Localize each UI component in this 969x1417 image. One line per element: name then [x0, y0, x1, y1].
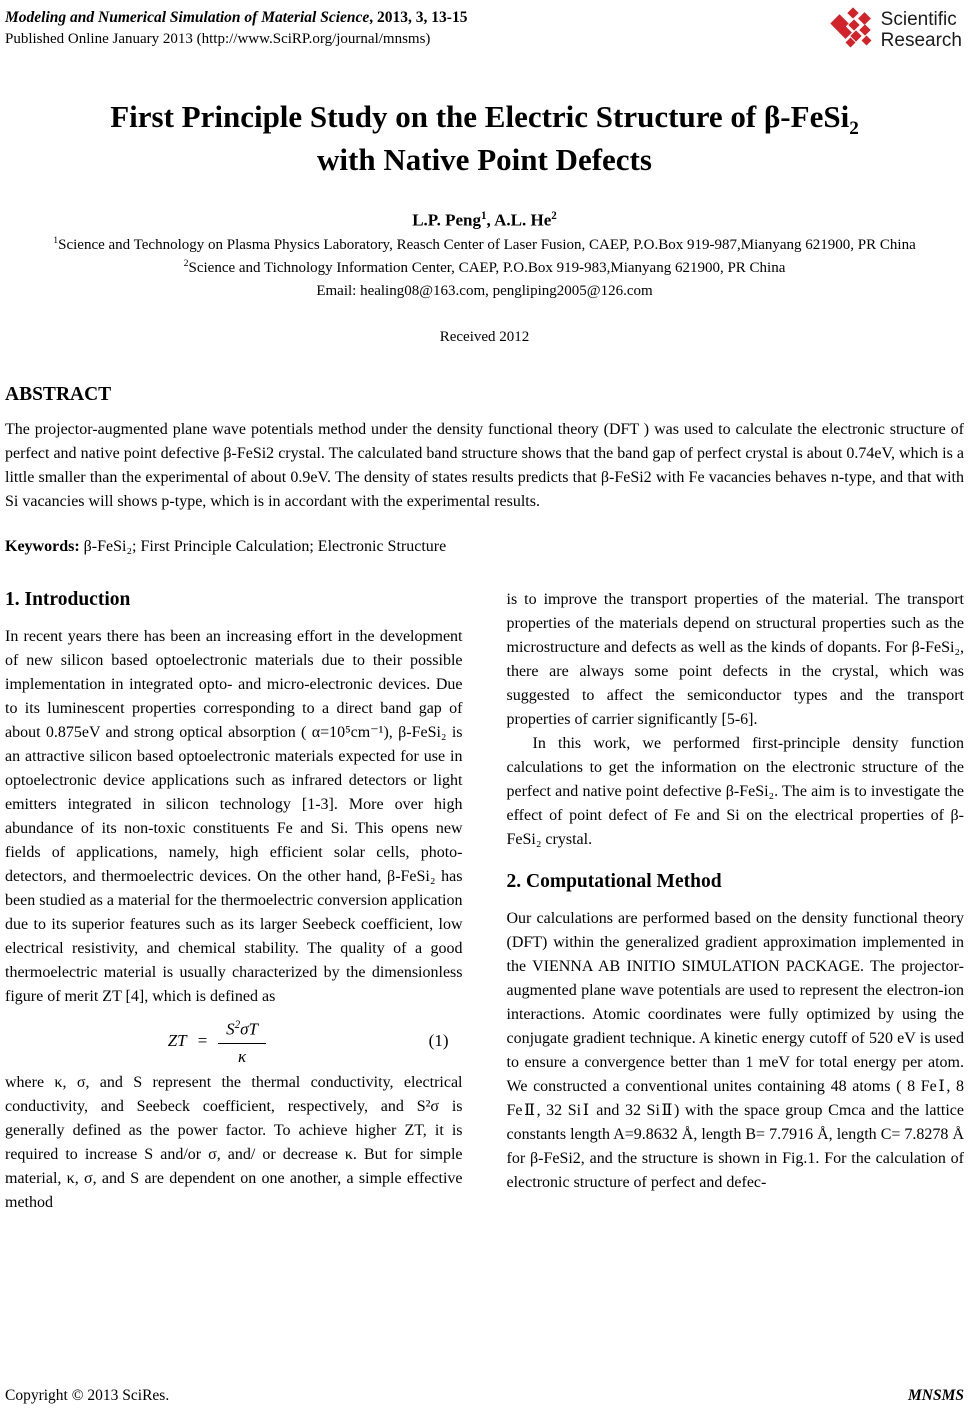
- diamond-icon: [861, 36, 871, 46]
- affiliation-1: $^1$Science and Technology on Plasma Physics Laboratory, Reasch Center of Laser Fusion, CAEP, P.O.Box 919-987,Mianyang 621900, PR China: [53, 235, 916, 254]
- email-line: Email: healing08@163.com, pengliping2005@126.com: [316, 283, 653, 300]
- keywords-line: [5, 538, 964, 556]
- journal-issue: , 2013, 3, 13-15: [369, 9, 468, 26]
- keywords-label: Keywords:: [5, 537, 80, 555]
- diamond-icon: [848, 19, 859, 30]
- page-header: [5, 8, 964, 52]
- numerator-exponent: 2: [234, 1019, 241, 1032]
- section-2-heading: 2. Computational Method: [506, 870, 722, 892]
- author-2: A.L. He: [494, 210, 552, 230]
- paper-title: [5, 96, 964, 182]
- equals-sign: =: [196, 1030, 209, 1050]
- author-2-affmark: 2: [551, 209, 557, 222]
- diamond-icon: [859, 24, 870, 35]
- continued-paragraph: is to improve the transport properties of the material. The transport properties of the materials depend on structural properties such as the microstructure and defects as well as the kinds of dopants. For β-FeSi₂, there are always some point defects in the crystal, which was suggested to affect the semiconductor types and the transport properties of carrier significantly [5-6].: [506, 590, 964, 728]
- diamond-icon: [847, 7, 858, 18]
- equation-number: (1): [428, 1030, 449, 1050]
- authors-line: L.P. Peng$^1$, A.L. He$^2$: [412, 209, 557, 230]
- scientific-research-diamonds-icon: [828, 8, 876, 52]
- author-1: L.P. Peng: [412, 210, 482, 230]
- title-line2: with Native Point Defects: [317, 141, 652, 177]
- intro-paragraph-2: where κ, σ, and S represent the thermal conductivity, electrical conductivity, and Seebeck coefficient, respectively, and S²σ is generally defined as the power factor. To achieve higher ZT, it is required to increase S and/or σ, and/ or decrease κ. But for simple material, κ, σ, and S are dependent on one another, a simple effective method: [5, 1073, 463, 1211]
- published-line: Published Online January 2013 (http://www.SciRP.org/journal/mnsms): [5, 30, 431, 47]
- abstract-text: The projector-augmented plane wave potentials method under the density functional theory (DFT ) was used to calculate the electronic structure of perfect and native point defective β-FeSi2 crystal. The calculated band structure shows that the band gap of perfect crystal is about 0.74eV, which is a little smaller than the experimental of about 0.9eV. The density of states results predicts that β-FeSi2 with Fe vacancies behaves n-type, and that with Si vacancies will shows p-type, which is in accordant with the experimental results.: [5, 420, 964, 510]
- page-footer: [5, 1387, 964, 1405]
- logo-text-line1: Scientific: [880, 9, 957, 30]
- fraction-denominator: κ: [237, 1046, 247, 1066]
- diamond-icon: [858, 12, 871, 25]
- affiliations: [5, 234, 964, 303]
- keywords-text: β-FeSi₂; First Principle Calculation; Electronic Structure: [79, 537, 447, 555]
- received-date: Received 2012: [439, 328, 530, 345]
- section-1-heading: 1. Introduction: [5, 588, 131, 610]
- equation-1: [5, 1013, 463, 1069]
- two-column-body: [5, 588, 964, 1215]
- intro-paragraph-1: In recent years there has been an increasing effort in the development of new silicon based optoelectronic materials due to their possible implementation in integrated opto- and micro-electronic devices. Due to its luminescent properties corresponding to a direct band gap of about 0.875eV and strong optical absorption ( α=10⁵cm⁻¹), β-FeSi₂ is an attractive silicon based optoelectronic materials expected for use in optoelectronic device applications such as infrared detectors or light emitters integrated in silicon technology [1-3]. More over high abundance of its non-toxic constituents Fe and Si. This opens new fields of applications, namely, high efficient solar cells, photo-detectors, and thermoelectric devices. On the other hand, β-FeSi₂ has been studied as a material for the thermoelectric conversion application due to its superior features such as its larger Seebeck coefficient, low electrical resistivity, and chemical stability. The quality of a good thermoelectric material is usually characterized by the dimensionless figure of merit ZT [4], which is defined as: [5, 628, 463, 1006]
- abstract-heading: ABSTRACT: [5, 383, 112, 405]
- journal-abbreviation: MNSMS: [908, 1387, 964, 1404]
- equation-fraction: [218, 1013, 266, 1069]
- title-line1: First Principle Study on the Electric Structure of β-FeSi$_2$: [110, 99, 859, 140]
- logo-text-line2: Research: [880, 29, 962, 51]
- author-1-affmark: 1: [481, 209, 487, 222]
- right-column: [507, 588, 965, 1215]
- journal-name: Modeling and Numerical Simulation of Material Science: [5, 9, 370, 26]
- fraction-numerator: $S^2\sigma T$: [218, 1013, 266, 1044]
- publisher-logo-text: [881, 10, 962, 51]
- equation-lhs: ZT: [167, 1030, 187, 1050]
- in-this-work-paragraph: In this work, we performed first-principle density function calculations to get the information on the electronic structure of the perfect and native point defective β-FeSi₂. The aim is to investigate the effect of point defect of Fe and Si on the electrical properties of β-FeSi₂ crystal.: [506, 734, 964, 848]
- left-column: [5, 588, 463, 1215]
- journal-info: [5, 8, 467, 49]
- journal-citation: [5, 8, 467, 29]
- method-paragraph-1: Our calculations are performed based on the density functional theory (DFT) within the generalized gradient approximation implemented in the VIENNA AB INITIO SIMULATION PACKAGE. The projector-augmented plane wave potentials are used to represent the electron-ion interactions. Atomic coordinates were fully optimized by using the conjugate gradient technique. A kinetic energy cutoff of 520 eV is used to ensure a convergence better than 1 meV for total energy per atom. We constructed a conventional unites containing 48 atoms ( 8 FeⅠ, 8 FeⅡ, 32 SiⅠ and 32 SiⅡ) with the space group Cmca and the lattice constants length A=9.8632 Å, length B= 7.7916 Å, length C= 7.8278 Å for β-FeSi2, and the structure is shown in Fig.1. For the calculation of electronic structure of perfect and defec-: [506, 910, 964, 1192]
- publisher-logo: [828, 8, 962, 52]
- copyright-text: Copyright © 2013 SciRes.: [5, 1387, 170, 1404]
- affiliation-2: $^2$Science and Tichnology Information Center, CAEP, P.O.Box 919-983,Mianyang 621900, PR China: [183, 257, 786, 276]
- title-subscript: 2: [849, 118, 859, 140]
- equation-body: [168, 1013, 266, 1069]
